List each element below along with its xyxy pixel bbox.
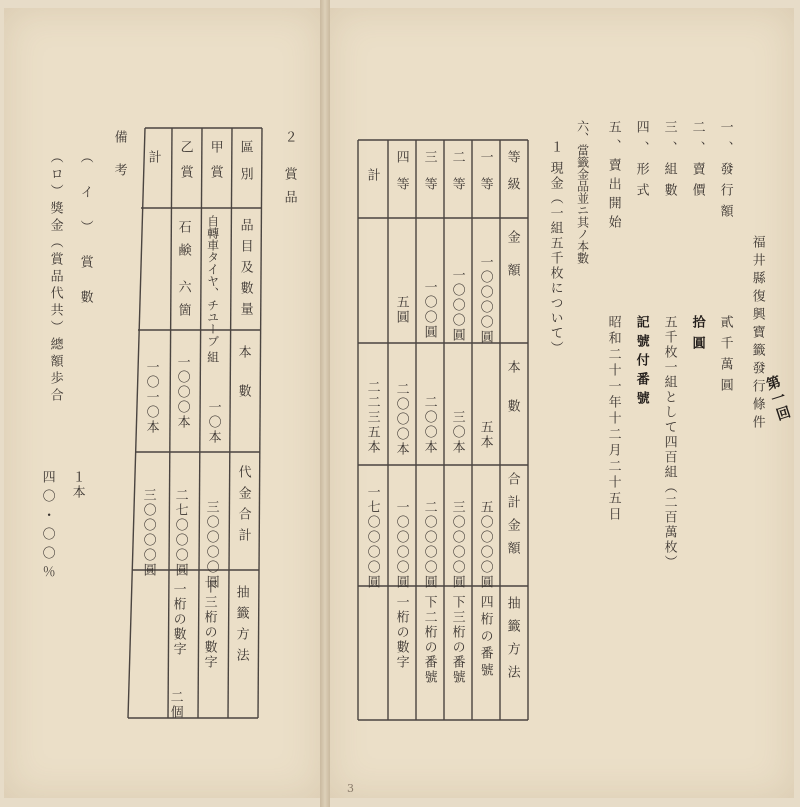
cash-sum-count: 二二三五本 [364, 380, 380, 455]
cash-row-3-grade: 三等 [421, 150, 437, 204]
goods-section-title: ２ 賞品 [281, 130, 297, 214]
page-number: 3 [347, 782, 354, 795]
condition-1-label: 一、發行額 [717, 120, 733, 225]
condition-4-value: 記號付番號 [633, 315, 649, 410]
cash-row-3-count: 二〇〇本 [421, 395, 437, 455]
goods-row-2-count: 一〇〇〇本 [174, 355, 190, 430]
condition-5-label: 五、賣出開始 [605, 120, 621, 234]
condition-6-label: 六、當籤金品並ニ其ノ本數 [575, 120, 590, 264]
goods-header-count: 本數 [235, 345, 251, 423]
goods-row-2-method: 一桁の數字 [170, 582, 186, 657]
cash-row-1-grade: 一等 [477, 150, 493, 204]
condition-3-label: 三、組數 [661, 120, 677, 204]
cash-row-1-method: 四桁の番號 [477, 595, 493, 680]
cash-row-2-total: 三〇〇〇〇圓 [449, 500, 465, 590]
goods-row-1-items: 自轉車タイヤ、チユーブ 組 [205, 215, 220, 363]
cash-header-method: 抽籤方法 [504, 596, 520, 688]
condition-2-label: 二、賣價 [689, 120, 705, 204]
cash-row-2-method: 下三桁の番號 [449, 595, 465, 685]
cash-sum-label: 計 [364, 168, 380, 183]
cash-header-total: 合計金額 [504, 472, 520, 564]
cash-row-2-grade: 二等 [449, 150, 465, 204]
cash-row-4-method: 一桁の數字 [393, 595, 409, 670]
goods-row-1-method: 下三桁の數字 [201, 580, 217, 670]
goods-sum-count: 一〇一〇本 [143, 360, 159, 435]
cash-row-2-count: 三〇本 [449, 410, 465, 455]
condition-1-value: 貳千萬圓 [717, 315, 733, 399]
cash-row-3-amount: 一〇〇圓 [421, 280, 437, 340]
goods-row-2-kind: 乙賞 [177, 140, 193, 190]
handwritten-stamp: 第一回 [762, 373, 793, 425]
cash-header-grade: 等級 [504, 150, 520, 204]
cash-row-4-amount: 五圓 [393, 295, 409, 325]
goods-header-method: 抽籤方法 [233, 585, 249, 669]
cash-section-title: １ 現金（一組五千枚について） [547, 140, 563, 357]
remarks-heading: 備考 [111, 130, 127, 196]
goods-sum-note: 二個 [167, 690, 183, 720]
goods-header-kind: 區別 [237, 140, 253, 194]
cash-row-1-amount: 一〇〇〇〇圓 [477, 255, 493, 345]
cash-row-4-grade: 四等 [393, 150, 409, 204]
goods-header-total: 代金合計 [235, 465, 251, 549]
cash-row-4-total: 一〇〇〇〇圓 [393, 500, 409, 590]
cash-sum-total: 一七〇〇〇〇圓 [364, 485, 380, 590]
cash-header-amount: 金額 [504, 230, 520, 296]
cash-row-4-count: 二〇〇〇本 [393, 382, 409, 457]
condition-3-value: 五千枚一組として四百組（二百萬枚） [661, 315, 677, 570]
remarks-item-2: （ロ）獎金（賞品代共）總額歩合 [47, 150, 63, 405]
cash-row-3-total: 二〇〇〇〇圓 [421, 500, 437, 590]
remarks-item-1: （イ）賞數 [77, 150, 93, 325]
document-title: 福井縣復興寶籤發行條件 [749, 235, 765, 433]
cash-row-2-amount: 一〇〇〇圓 [449, 268, 465, 343]
cash-header-count: 本數 [504, 360, 520, 438]
remarks-value-2: 四〇・〇〇％ [39, 470, 55, 584]
goods-header-items: 品目及數量 [237, 218, 253, 323]
condition-4-label: 四、形式 [633, 120, 649, 204]
goods-row-1-count: 一〇本 [205, 400, 221, 445]
goods-row-1-kind: 甲賞 [207, 140, 223, 190]
cash-row-1-count: 五本 [477, 420, 493, 450]
cash-row-1-total: 五〇〇〇〇圓 [477, 500, 493, 590]
condition-2-value: 拾圓 [689, 315, 705, 357]
goods-sum-total: 三〇〇〇〇圓 [140, 488, 156, 578]
condition-5-value: 昭和二十一年十二月二十五日 [605, 315, 621, 523]
goods-sum-label: 計 [145, 150, 161, 165]
goods-row-2-total: 二七〇〇〇圓 [172, 488, 188, 578]
goods-row-2-items: 石鹸 六箇 [175, 220, 191, 327]
cash-row-3-method: 下二桁の番號 [421, 595, 437, 685]
goods-row-1-total: 三〇〇〇〇圓 [203, 500, 219, 590]
remarks-value-1: １本 [69, 470, 85, 500]
